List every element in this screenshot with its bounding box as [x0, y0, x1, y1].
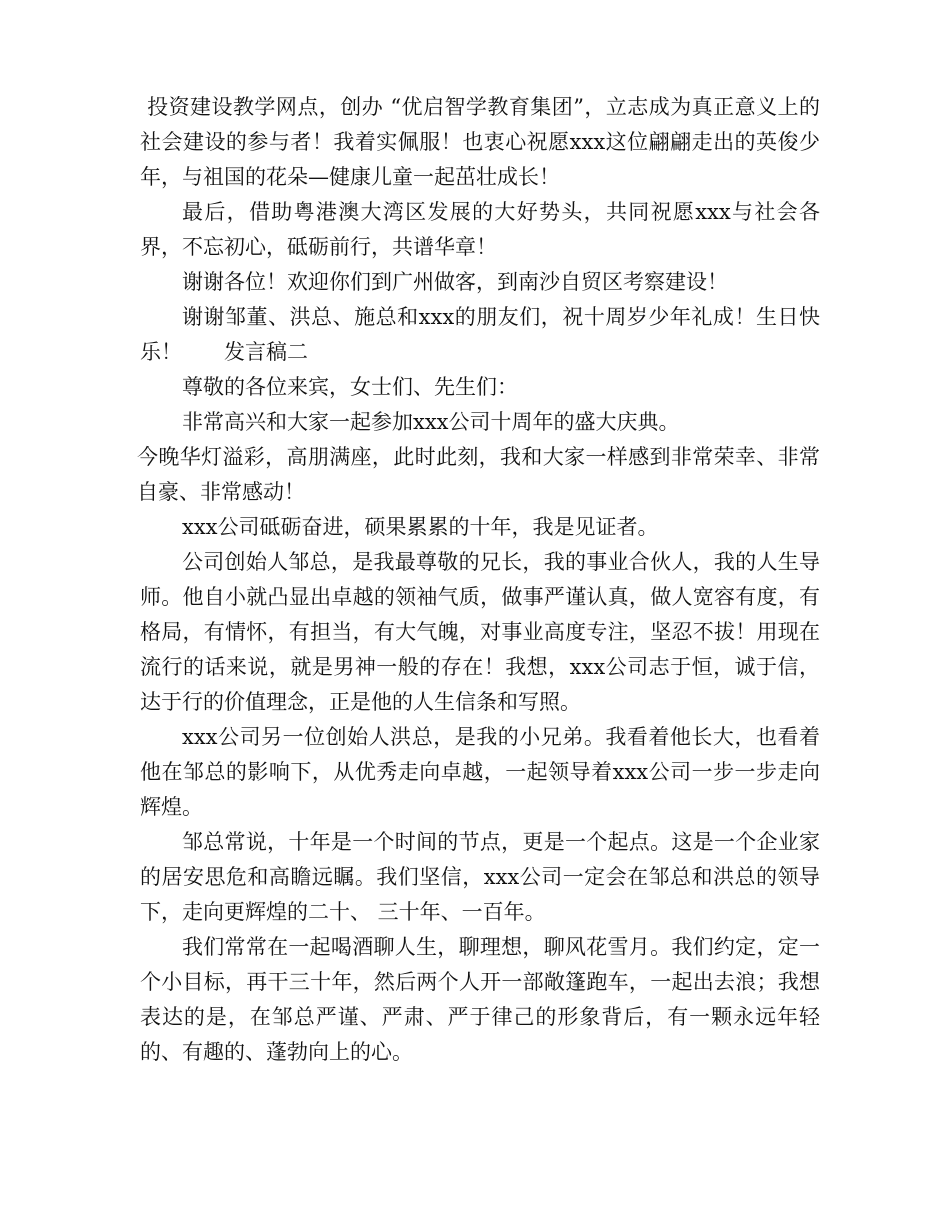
- paragraph-ten-years: 邹总常说，十年是一个时间的节点，更是一个起点。这是一个企业家的居安思危和高瞻远瞩。我们坚信，xxx公司一定会在邹总和洪总的领导下，走向更辉煌的二十、 三十年、一百年。: [140, 830, 820, 924]
- paragraph-salutation: 尊敬的各位来宾，女士们、先生们：: [182, 375, 518, 399]
- document-body: [137, 90, 820, 1070]
- paragraph-continuation: 投资建设教学网点，创办 “优启智学教育集团”，立志成为真正意义上的社会建设的参与者！我着实佩服！也衷心祝愿xxx这位翩翩走出的英俊少年，与祖国的花朵—健康儿童一起茁壮成长！: [140, 95, 820, 189]
- paragraph-tonight: 今晚华灯溢彩，高朋满座，此时此刻，我和大家一样感到非常荣幸、非常自豪、非常感动！: [137, 445, 820, 504]
- paragraph-thanks-welcome: 谢谢各位！欢迎你们到广州做客，到南沙自贸区考察建设！: [182, 270, 728, 294]
- paragraph-thanks-friends: 谢谢邹董、洪总、施总和xxx的朋友们，祝十周岁少年礼成！生日快乐！ 发言稿二: [140, 305, 820, 364]
- paragraph-opening: 非常高兴和大家一起参加xxx公司十周年的盛大庆典。: [182, 410, 680, 434]
- paragraph-closing-wish: 最后，借助粤港澳大湾区发展的大好势头，共同祝愿xxx与社会各界，不忘初心，砥砺前行，共谱华章！: [140, 200, 820, 259]
- paragraph-witness: xxx公司砥砺奋进，硕果累累的十年，我是见证者。: [182, 515, 659, 539]
- paragraph-founder-zou: 公司创始人邹总，是我最尊敬的兄长，我的事业合伙人，我的人生导师。他自小就凸显出卓越的领袖气质，做事严谨认真，做人宽容有度，有格局，有情怀，有担当，有大气魄，对事业高度专注，坚忍不拔！用现在流行的话来说，就是男神一般的存在！我想，xxx公司志于恒，诚于信，达于行的价值理念，正是他的人生信条和写照。: [140, 550, 820, 714]
- paragraph-friendship: 我们常常在一起喝酒聊人生，聊理想，聊风花雪月。我们约定，定一个小目标，再干三十年，然后两个人开一部敞篷跑车，一起出去浪；我想表达的是，在邹总严谨、严肃、严于律己的形象背后，有一颗永远年轻的、有趣的、蓬勃向上的心。: [140, 935, 820, 1064]
- paragraph-founder-hong: xxx公司另一位创始人洪总，是我的小兄弟。我看着他长大，也看着他在邹总的影响下，从优秀走向卓越，一起领导着xxx公司一步一步走向辉煌。: [140, 725, 820, 819]
